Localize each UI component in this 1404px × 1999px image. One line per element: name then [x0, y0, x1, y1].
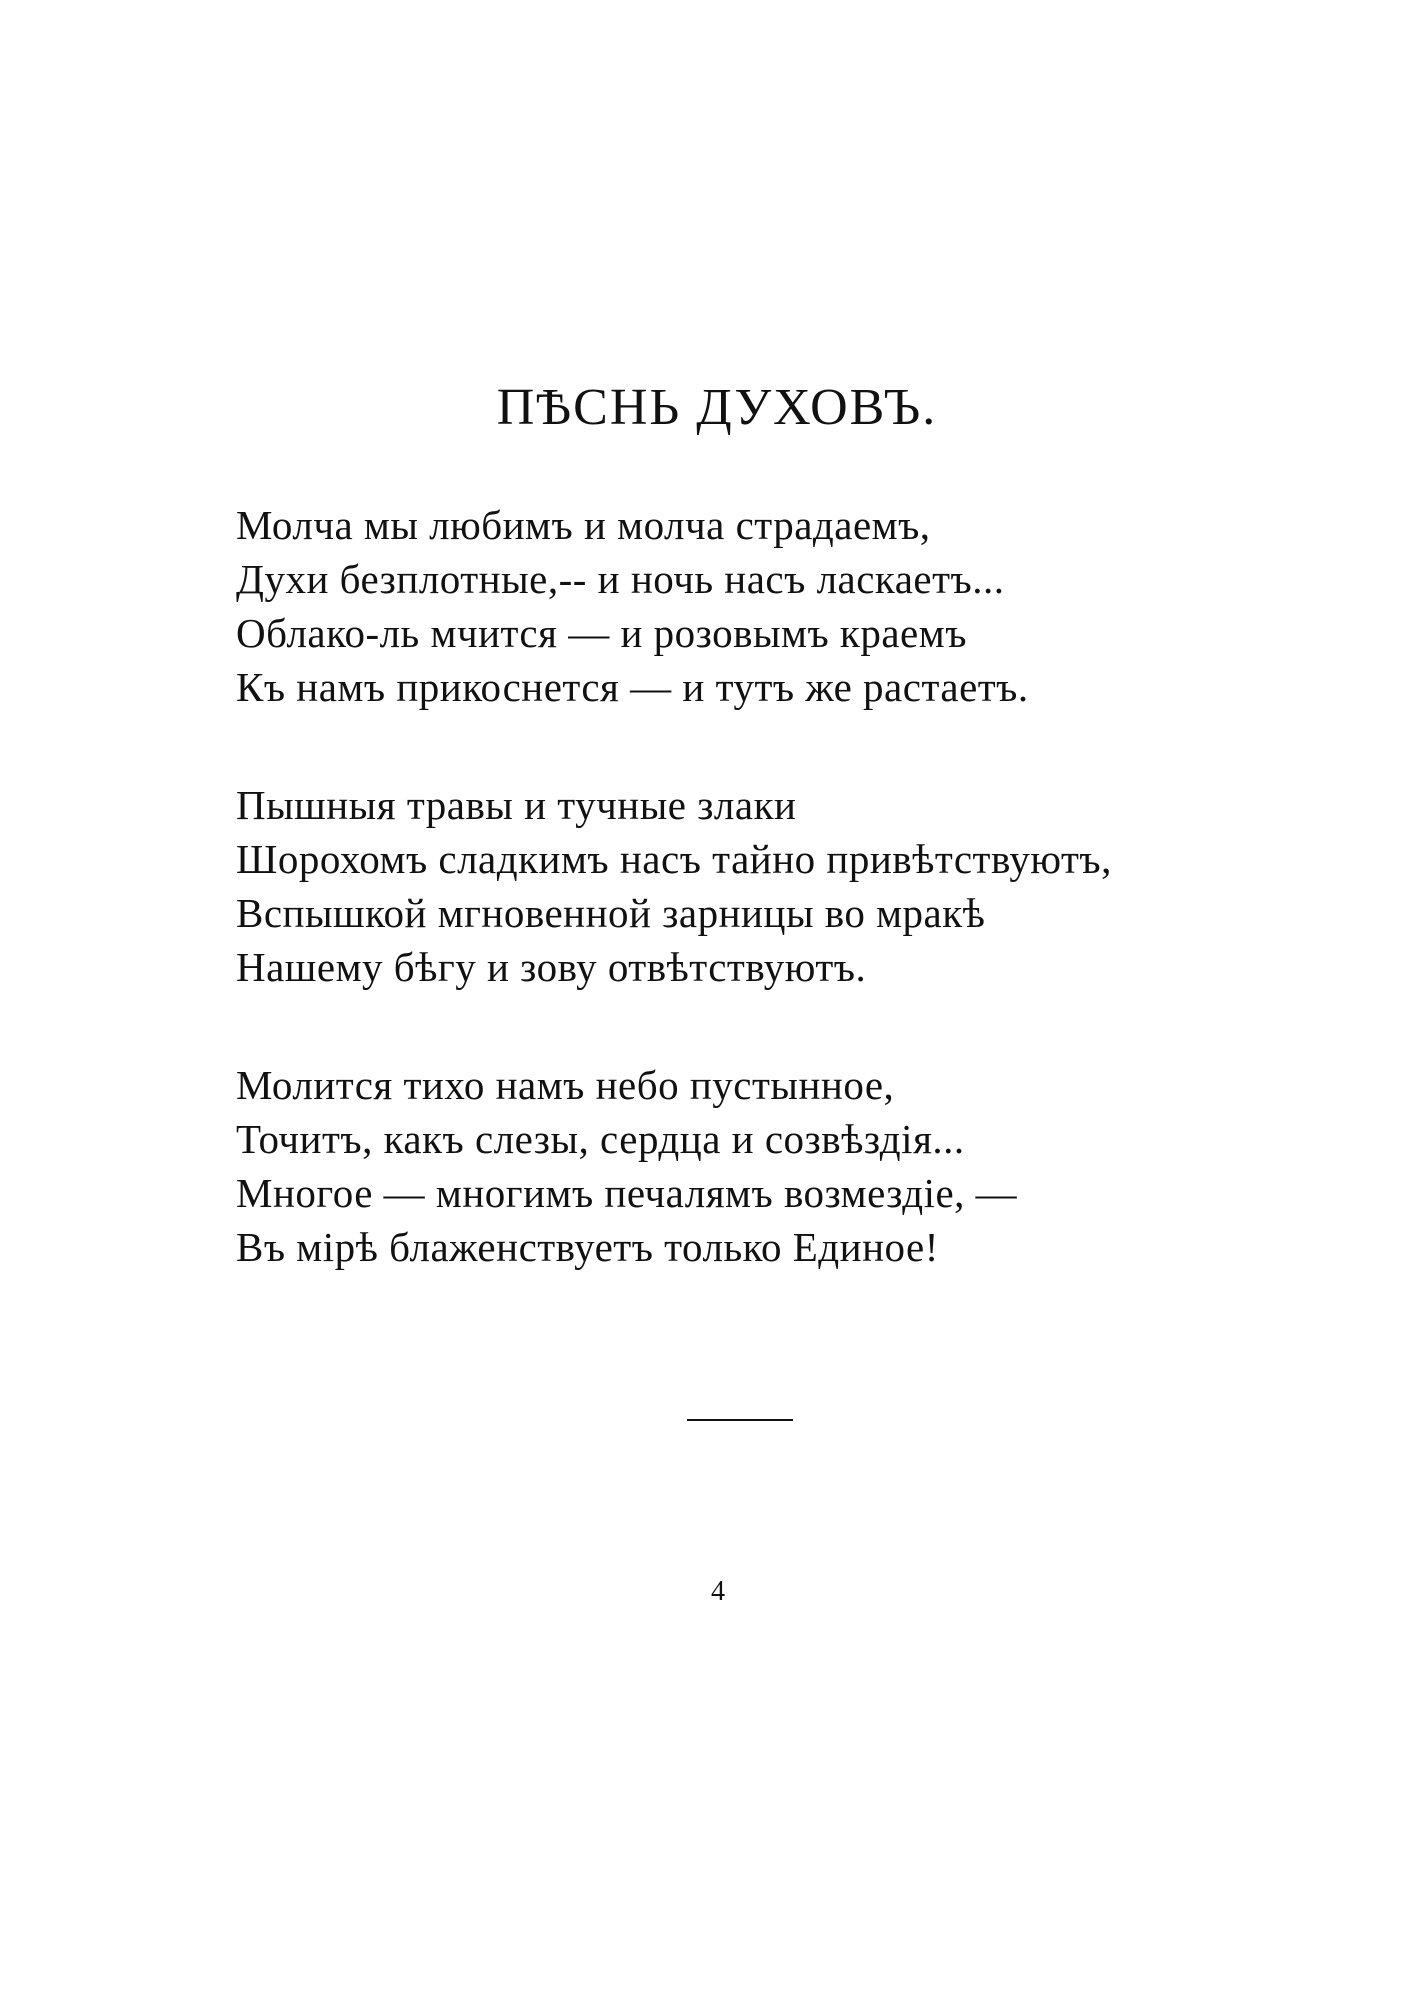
poem-line: Многое — многимъ печалямъ возмездіе, —	[236, 1170, 1018, 1216]
poem-line: Шорохомъ сладкимъ насъ тайно привѣтствуютъ,	[236, 836, 1112, 882]
poem-line: Облако-ль мчится — и розовымъ краемъ	[236, 610, 967, 656]
poem-line: Духи безплотные,-- и ночь насъ ласкаетъ...	[236, 556, 1005, 602]
stanza-2	[236, 778, 1336, 994]
poem-line: Пышныя травы и тучные злаки	[236, 782, 797, 828]
poem-line: Вспышкой мгновенной зарницы во мракѣ	[236, 890, 986, 936]
poem-body	[236, 498, 1336, 1338]
poem-line: Молча мы любимъ и молча страдаемъ,	[236, 502, 931, 548]
poem-line: Молится тихо намъ небо пустынное,	[236, 1062, 895, 1108]
poem-line: Нашему бѣгу и зову отвѣтствуютъ.	[236, 944, 867, 990]
page-number: 4	[711, 1576, 725, 1607]
poem-line: Точитъ, какъ слезы, сердца и созвѣздія...	[236, 1116, 965, 1162]
poem-title: ПѢСНЬ ДУХОВЪ.	[496, 379, 938, 436]
stanza-3	[236, 1058, 1336, 1274]
end-divider	[687, 1419, 793, 1421]
stanza-1	[236, 498, 1336, 714]
poem-line: Къ намъ прикоснется — и тутъ же растаетъ.	[236, 664, 1029, 710]
poem-line: Въ мірѣ блаженствуетъ только Единое!	[236, 1224, 939, 1270]
